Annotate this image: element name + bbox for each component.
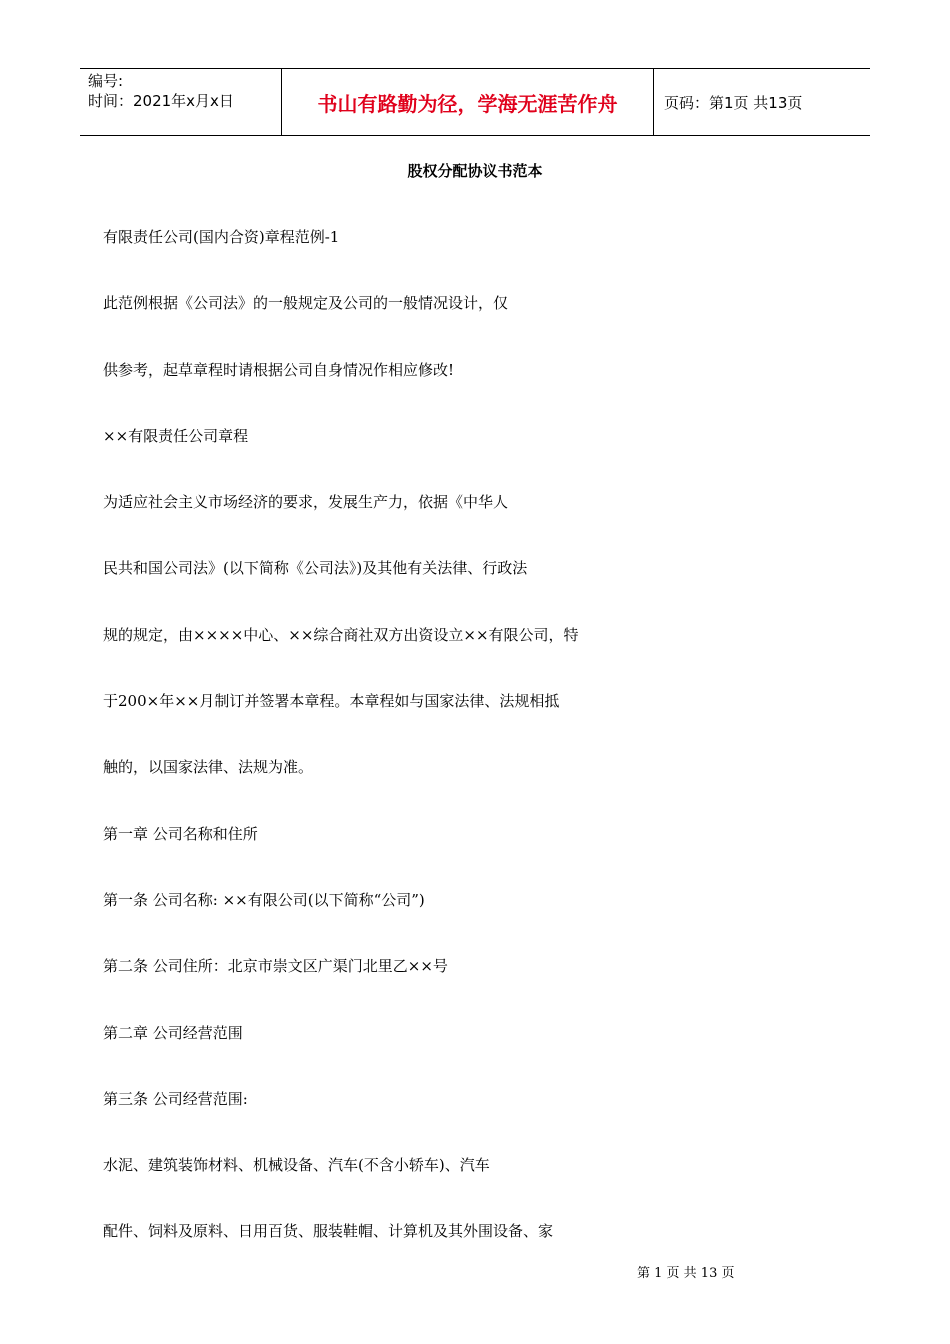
body-line: 民共和国公司法》(以下简称《公司法》)及其他有关法律、行政法	[103, 559, 528, 578]
body-line: 第三条 公司经营范围:	[103, 1089, 248, 1108]
body-line: 第二章 公司经营范围	[103, 1023, 243, 1042]
document-number-label: 编号:	[88, 72, 124, 90]
body-line: 为适应社会主义市场经济的要求，发展生产力，依据《中华人	[103, 493, 509, 512]
body-line: ××有限责任公司章程	[103, 426, 249, 445]
header-page-info: 页码：第1页 共13页	[664, 93, 803, 112]
document-time-label: 时间：2021年x月x日	[88, 92, 234, 110]
body-line: 第一条 公司名称: ××有限公司(以下简称“公司”)	[103, 890, 425, 909]
header-motto-cell	[282, 69, 654, 135]
document-title: 股权分配协议书范本	[407, 162, 543, 180]
document-body	[103, 226, 863, 1287]
page-footer: 第 1 页 共 13 页	[637, 1266, 735, 1281]
body-line: 于200×年××月制订并签署本章程。本章程如与国家法律、法规相抵	[103, 692, 560, 711]
body-line: 触的，以国家法律、法规为准。	[103, 758, 314, 777]
body-line: 第一章 公司名称和住所	[103, 824, 258, 843]
header-table	[80, 68, 870, 136]
body-line: 规的规定，由××××中心、××综合商社双方出资设立××有限公司，特	[103, 625, 579, 644]
body-line: 第二条 公司住所：北京市崇文区广渠门北里乙××号	[103, 957, 448, 976]
body-line: 水泥、建筑装饰材料、机械设备、汽车(不含小轿车)、汽车	[103, 1156, 490, 1175]
body-line: 有限责任公司(国内合资)章程范例-1	[103, 228, 340, 246]
header-page-cell	[654, 69, 870, 135]
header-motto: 书山有路勤为径，学海无涯苦作舟	[317, 91, 618, 116]
body-line: 配件、饲料及原料、日用百货、服装鞋帽、计算机及其外围设备、家	[103, 1222, 554, 1241]
header-meta-cell	[80, 69, 282, 135]
body-line: 供参考，起草章程时请根据公司自身情况作相应修改!	[103, 360, 455, 379]
body-line: 此范例根据《公司法》的一般规定及公司的一般情况设计，仅	[103, 294, 509, 313]
